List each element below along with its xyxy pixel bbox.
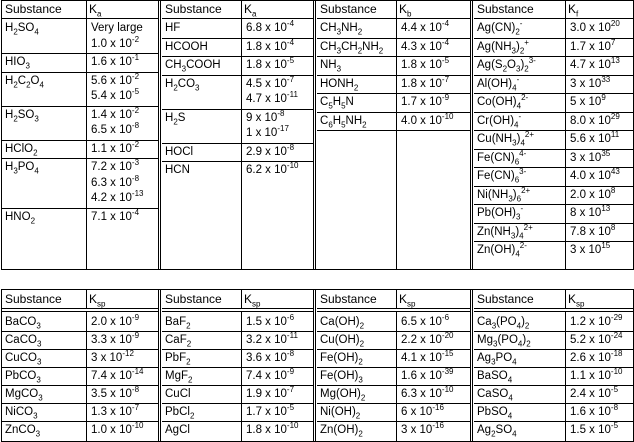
- ksp-cell: 2.0 x $10^{-9}$: [91, 313, 140, 328]
- substance-cell: BaCO$_3$: [5, 316, 41, 331]
- substance-cell: HClO$_2$: [5, 142, 38, 157]
- ksp-cell: 1.0 x $10^{-10}$: [91, 421, 144, 436]
- substance-cell: CaSO$_4$: [477, 388, 513, 403]
- substance-cell: HF: [165, 22, 181, 34]
- constant-cell: 4.0 x $10^{-10}$: [401, 111, 454, 127]
- constant-cell: 3 x $10^{35}$: [570, 148, 611, 164]
- header-substance: Substance: [477, 292, 534, 306]
- substance-cell: $H_3PO_4$: [5, 161, 39, 176]
- constant-cell: 1.7 x $10^7$: [570, 37, 616, 53]
- substance-cell: $Fe(OH)_3$: [320, 370, 363, 385]
- ksp-cell: 6.5 x $10^{-6}$: [401, 313, 450, 328]
- constant-cell: 3.0 x $10^{20}$: [570, 19, 620, 34]
- ksp-cell: 1.9 x $10^{-7}$: [246, 385, 295, 400]
- substance-cell: $HIO_3$: [5, 56, 30, 71]
- constant-cell: 2.0 x $10^8$: [570, 185, 616, 201]
- header-constant: $K_b$: [399, 2, 412, 19]
- row-divider: [317, 403, 471, 404]
- constant-cell: 4.0 x $10^{43}$: [570, 167, 620, 182]
- constant-cell: 5.6 x $10^{11}$: [570, 130, 620, 145]
- constant-cell: 6.2 x $10^{-10}$: [246, 161, 299, 176]
- substance-cell: HCN: [165, 164, 190, 176]
- substance-cell: $Ni(OH)_2$: [320, 406, 361, 421]
- constant-cell: 2.9 x $10^{-8}$: [246, 142, 295, 158]
- substance-cell: $Cr(OH)_4^-$: [477, 111, 522, 129]
- substance-cell: $H_2CO_3$: [165, 77, 200, 92]
- table-group: [2, 290, 159, 441]
- constant-cell: 5.6 x $10^{-2}$: [91, 71, 140, 87]
- constant-cell: 4.7 x $10^{13}$: [570, 56, 620, 71]
- substance-cell: $Fe(CN)_6^{3-}$: [477, 167, 527, 185]
- constant-cell: 1.7 x $10^{-9}$: [401, 93, 450, 108]
- constant-cell: 7.2 x $10^{-3}$: [91, 158, 140, 173]
- substance-cell: $Ag(S_2O_3)_2^{3-}$: [477, 56, 536, 74]
- table-header: [162, 1, 314, 19]
- substance-cell: $H_2SO_3$: [5, 108, 39, 123]
- table-group: [317, 290, 471, 441]
- substance-cell: $Fe(OH)_2$: [320, 352, 363, 367]
- substance-cell: $Zn(OH)_2$: [320, 424, 363, 439]
- group-separator: [470, 290, 473, 441]
- substance-cell: AgCl: [165, 424, 190, 436]
- substance-cell: $Ag(NH_3)_2^+$: [477, 37, 529, 55]
- substance-cell: $Zn(OH)_4^{2-}$: [477, 241, 527, 259]
- constant-cell: 6.5 x $10^{-8}$: [91, 121, 140, 136]
- substance-cell: $Ag_2SO_4$: [477, 424, 517, 439]
- constant-cell: 7.8 x $10^8$: [570, 222, 616, 238]
- table-group: [317, 1, 471, 269]
- substance-cell: $H_2C_2O_4$: [5, 74, 44, 89]
- constant-cell: 4.3 x $10^{-4}$: [401, 37, 450, 53]
- header-constant: $K_a$: [244, 2, 257, 19]
- substance-cell: $CH_3COOH$: [165, 59, 221, 74]
- substance-cell: NiCO$_3$: [5, 406, 38, 421]
- solubility-product-table: [1, 289, 634, 442]
- table-group: [474, 1, 634, 269]
- header-double-line: [474, 311, 634, 312]
- table-header: [2, 290, 159, 309]
- substance-cell: $C_6H_5NH_2$: [320, 114, 367, 129]
- substance-cell: MgF$_2$: [165, 370, 193, 385]
- substance-cell: HOCl: [165, 145, 194, 158]
- group-separator: [158, 1, 161, 269]
- substance-cell: CaF$_2$: [165, 334, 192, 349]
- table-header: [317, 1, 471, 19]
- header-double-line: [2, 311, 159, 312]
- header-substance: Substance: [477, 2, 534, 16]
- table-header: [2, 1, 159, 19]
- substance-cell: PbSO$_4$: [477, 406, 513, 421]
- constant-cell: 5 x $10^9$: [570, 93, 606, 108]
- header-substance: Substance: [320, 2, 377, 16]
- substance-cell: $NH_3$: [320, 59, 342, 74]
- constant-cell: 1.8 x $10^{-7}$: [401, 74, 450, 90]
- constant-cell: 1.0 x $10^{-2}$: [91, 34, 140, 50]
- header-constant: $K_{sp}$: [568, 292, 585, 309]
- constant-cell: 6.3 x $10^{-8}$: [91, 173, 140, 189]
- row-divider: [317, 130, 471, 131]
- substance-cell: $Cu(OH)_2$: [320, 334, 365, 349]
- substance-cell: MgCO$_3$: [5, 388, 43, 403]
- column-divider: [86, 18, 87, 269]
- constant-cell: 1.6 x $10^{-1}$: [91, 53, 140, 68]
- row-divider: [474, 93, 634, 94]
- ksp-cell: 1.6 x $10^{-39}$: [401, 367, 454, 382]
- constant-cell: 8 x $10^{13}$: [570, 204, 611, 219]
- constant-cell: Very large: [91, 22, 143, 34]
- header-substance: Substance: [165, 292, 222, 306]
- substance-cell: $Ni(NH_3)_6^{2+}$: [477, 185, 531, 203]
- constant-cell: 9 x $10^{-8}$: [246, 108, 285, 124]
- ksp-cell: 1.3 x $10^{-7}$: [91, 403, 140, 418]
- ksp-cell: 1.6 x $10^{-8}$: [570, 403, 619, 418]
- ksp-cell: 3.5 x $10^{-8}$: [91, 385, 140, 400]
- substance-cell: BaF$_2$: [165, 316, 191, 331]
- ksp-cell: 2.4 x $10^{-5}$: [570, 385, 619, 400]
- table-group: [2, 1, 159, 269]
- ksp-cell: 3 x $10^{-12}$: [91, 349, 134, 364]
- substance-cell: $H_2S$: [165, 111, 186, 126]
- table-group: [474, 290, 634, 441]
- table-header: [162, 290, 314, 309]
- row-divider: [2, 349, 159, 350]
- constant-cell: 7.1 x $10^{-4}$: [91, 207, 140, 223]
- ksp-cell: 1.8 x $10^{-10}$: [246, 421, 299, 436]
- constant-cell: 1 x $10^{-17}$: [246, 124, 289, 139]
- table-group: [162, 290, 314, 441]
- substance-cell: $HNO_2$: [5, 210, 36, 225]
- constant-cell: 3 x $10^{15}$: [570, 241, 611, 256]
- ksp-cell: 5.2 x $10^{-24}$: [570, 331, 623, 346]
- header-constant: $K_a$: [89, 2, 102, 19]
- ksp-cell: 2.6 x $10^{-18}$: [570, 349, 623, 364]
- constant-cell: 4.4 x $10^{-4}$: [401, 19, 450, 34]
- ksp-cell: 1.7 x $10^{-5}$: [246, 403, 295, 418]
- table-header: [474, 1, 634, 19]
- constant-cell: 8.0 x $10^{29}$: [570, 111, 620, 127]
- substance-cell: $HONH_2$: [320, 77, 359, 92]
- substance-cell: $Ca_3(PO_4)_2$: [477, 316, 530, 331]
- substance-cell: $Cu(NH_3)_4^{2+}$: [477, 130, 535, 148]
- substance-cell: $Mg(OH)_2$: [320, 388, 366, 403]
- table-header: [474, 290, 634, 309]
- equilibrium-constants-table: [1, 0, 634, 270]
- constant-cell: 1.8 x $10^{-4}$: [246, 37, 295, 53]
- ksp-cell: 7.4 x $10^{-14}$: [91, 367, 144, 382]
- substance-cell: $Ca(OH)_2$: [320, 316, 365, 331]
- substance-cell: $CH_3NH_2$: [320, 22, 363, 37]
- substance-cell: $Al(OH)_4^-$: [477, 74, 520, 92]
- group-separator: [313, 290, 316, 441]
- substance-cell: HCOOH: [165, 40, 208, 53]
- constant-cell: 4.2 x $10^{-13}$: [91, 189, 144, 204]
- constant-cell: 1.4 x $10^{-2}$: [91, 105, 140, 121]
- substance-cell: $Pb(OH)_3^-$: [477, 204, 524, 222]
- header-constant: $K_{sp}$: [89, 292, 106, 309]
- header-constant: $K_{sp}$: [399, 292, 416, 309]
- constant-cell: 5.4 x $10^{-5}$: [91, 87, 140, 102]
- substance-cell: CuCO$_3$: [5, 352, 42, 367]
- header-constant: $K_{sp}$: [244, 292, 261, 309]
- header-substance: Substance: [165, 2, 222, 16]
- header-substance: Substance: [5, 292, 62, 306]
- ksp-cell: 1.5 x $10^{-5}$: [570, 421, 619, 436]
- substance-cell: $C_5H_5N$: [320, 96, 354, 111]
- group-separator: [313, 1, 316, 269]
- constant-cell: 1.1 x $10^{-2}$: [91, 139, 140, 155]
- constant-cell: 4.5 x $10^{-7}$: [246, 74, 295, 90]
- substance-cell: PbCl$_2$: [165, 406, 195, 421]
- ksp-cell: 2.2 x $10^{-20}$: [401, 331, 454, 346]
- ksp-cell: 7.4 x $10^{-9}$: [246, 367, 295, 382]
- ksp-cell: 1.2 x $10^{-29}$: [570, 313, 623, 328]
- substance-cell: ZnCO$_3$: [5, 424, 41, 439]
- header-substance: Substance: [320, 292, 377, 306]
- substance-cell: CaCO$_3$: [5, 334, 42, 349]
- substance-cell: $Co(OH)_4^{2-}$: [477, 93, 529, 111]
- substance-cell: $Zn(NH_3)_4^{2+}$: [477, 222, 533, 240]
- header-constant: $K_f$: [568, 2, 579, 19]
- header-substance: Substance: [5, 2, 62, 16]
- group-separator: [158, 290, 161, 441]
- row-divider: [317, 421, 471, 422]
- ksp-cell: 1.1 x $10^{-10}$: [570, 367, 623, 382]
- ksp-cell: 6.3 x $10^{-10}$: [401, 385, 454, 400]
- ksp-cell: 3 x $10^{-16}$: [401, 421, 444, 436]
- constant-cell: 1.8 x $10^{-5}$: [401, 56, 450, 71]
- substance-cell: $Fe(CN)_6^{4-}$: [477, 148, 527, 166]
- substance-cell: PbF$_2$: [165, 352, 191, 367]
- ksp-cell: 3.2 x $10^{-11}$: [246, 331, 298, 346]
- substance-cell: PbCO$_3$: [5, 370, 41, 385]
- ksp-cell: 3.6 x $10^{-8}$: [246, 349, 295, 364]
- ksp-cell: 1.5 x $10^{-6}$: [246, 313, 295, 328]
- header-double-line: [162, 311, 314, 312]
- table-group: [162, 1, 314, 269]
- substance-cell: CuCl: [165, 388, 191, 400]
- header-double-line: [317, 311, 471, 312]
- ksp-cell: 3.3 x $10^{-9}$: [91, 331, 140, 346]
- constant-cell: 6.8 x $10^{-4}$: [246, 19, 295, 34]
- substance-cell: BaSO$_4$: [477, 370, 513, 385]
- substance-cell: $H_2SO_4$: [5, 22, 39, 37]
- table-header: [317, 290, 471, 309]
- ksp-cell: 6 x $10^{-16}$: [401, 403, 444, 418]
- substance-cell: $Mg_3(PO_4)_2$: [477, 334, 531, 349]
- substance-cell: $CH_3CH_2NH_2$: [320, 40, 384, 55]
- substance-cell: $Ag_3PO_4$: [477, 352, 517, 367]
- row-divider: [162, 109, 314, 110]
- group-separator: [470, 1, 473, 269]
- ksp-cell: 4.1 x $10^{-15}$: [401, 349, 454, 364]
- substance-cell: $Ag(CN)_2^-$: [477, 19, 523, 37]
- constant-cell: 3 x $10^{33}$: [570, 74, 611, 90]
- constant-cell: 1.8 x $10^{-5}$: [246, 56, 295, 71]
- constant-cell: 4.7 x $10^{-11}$: [246, 90, 298, 105]
